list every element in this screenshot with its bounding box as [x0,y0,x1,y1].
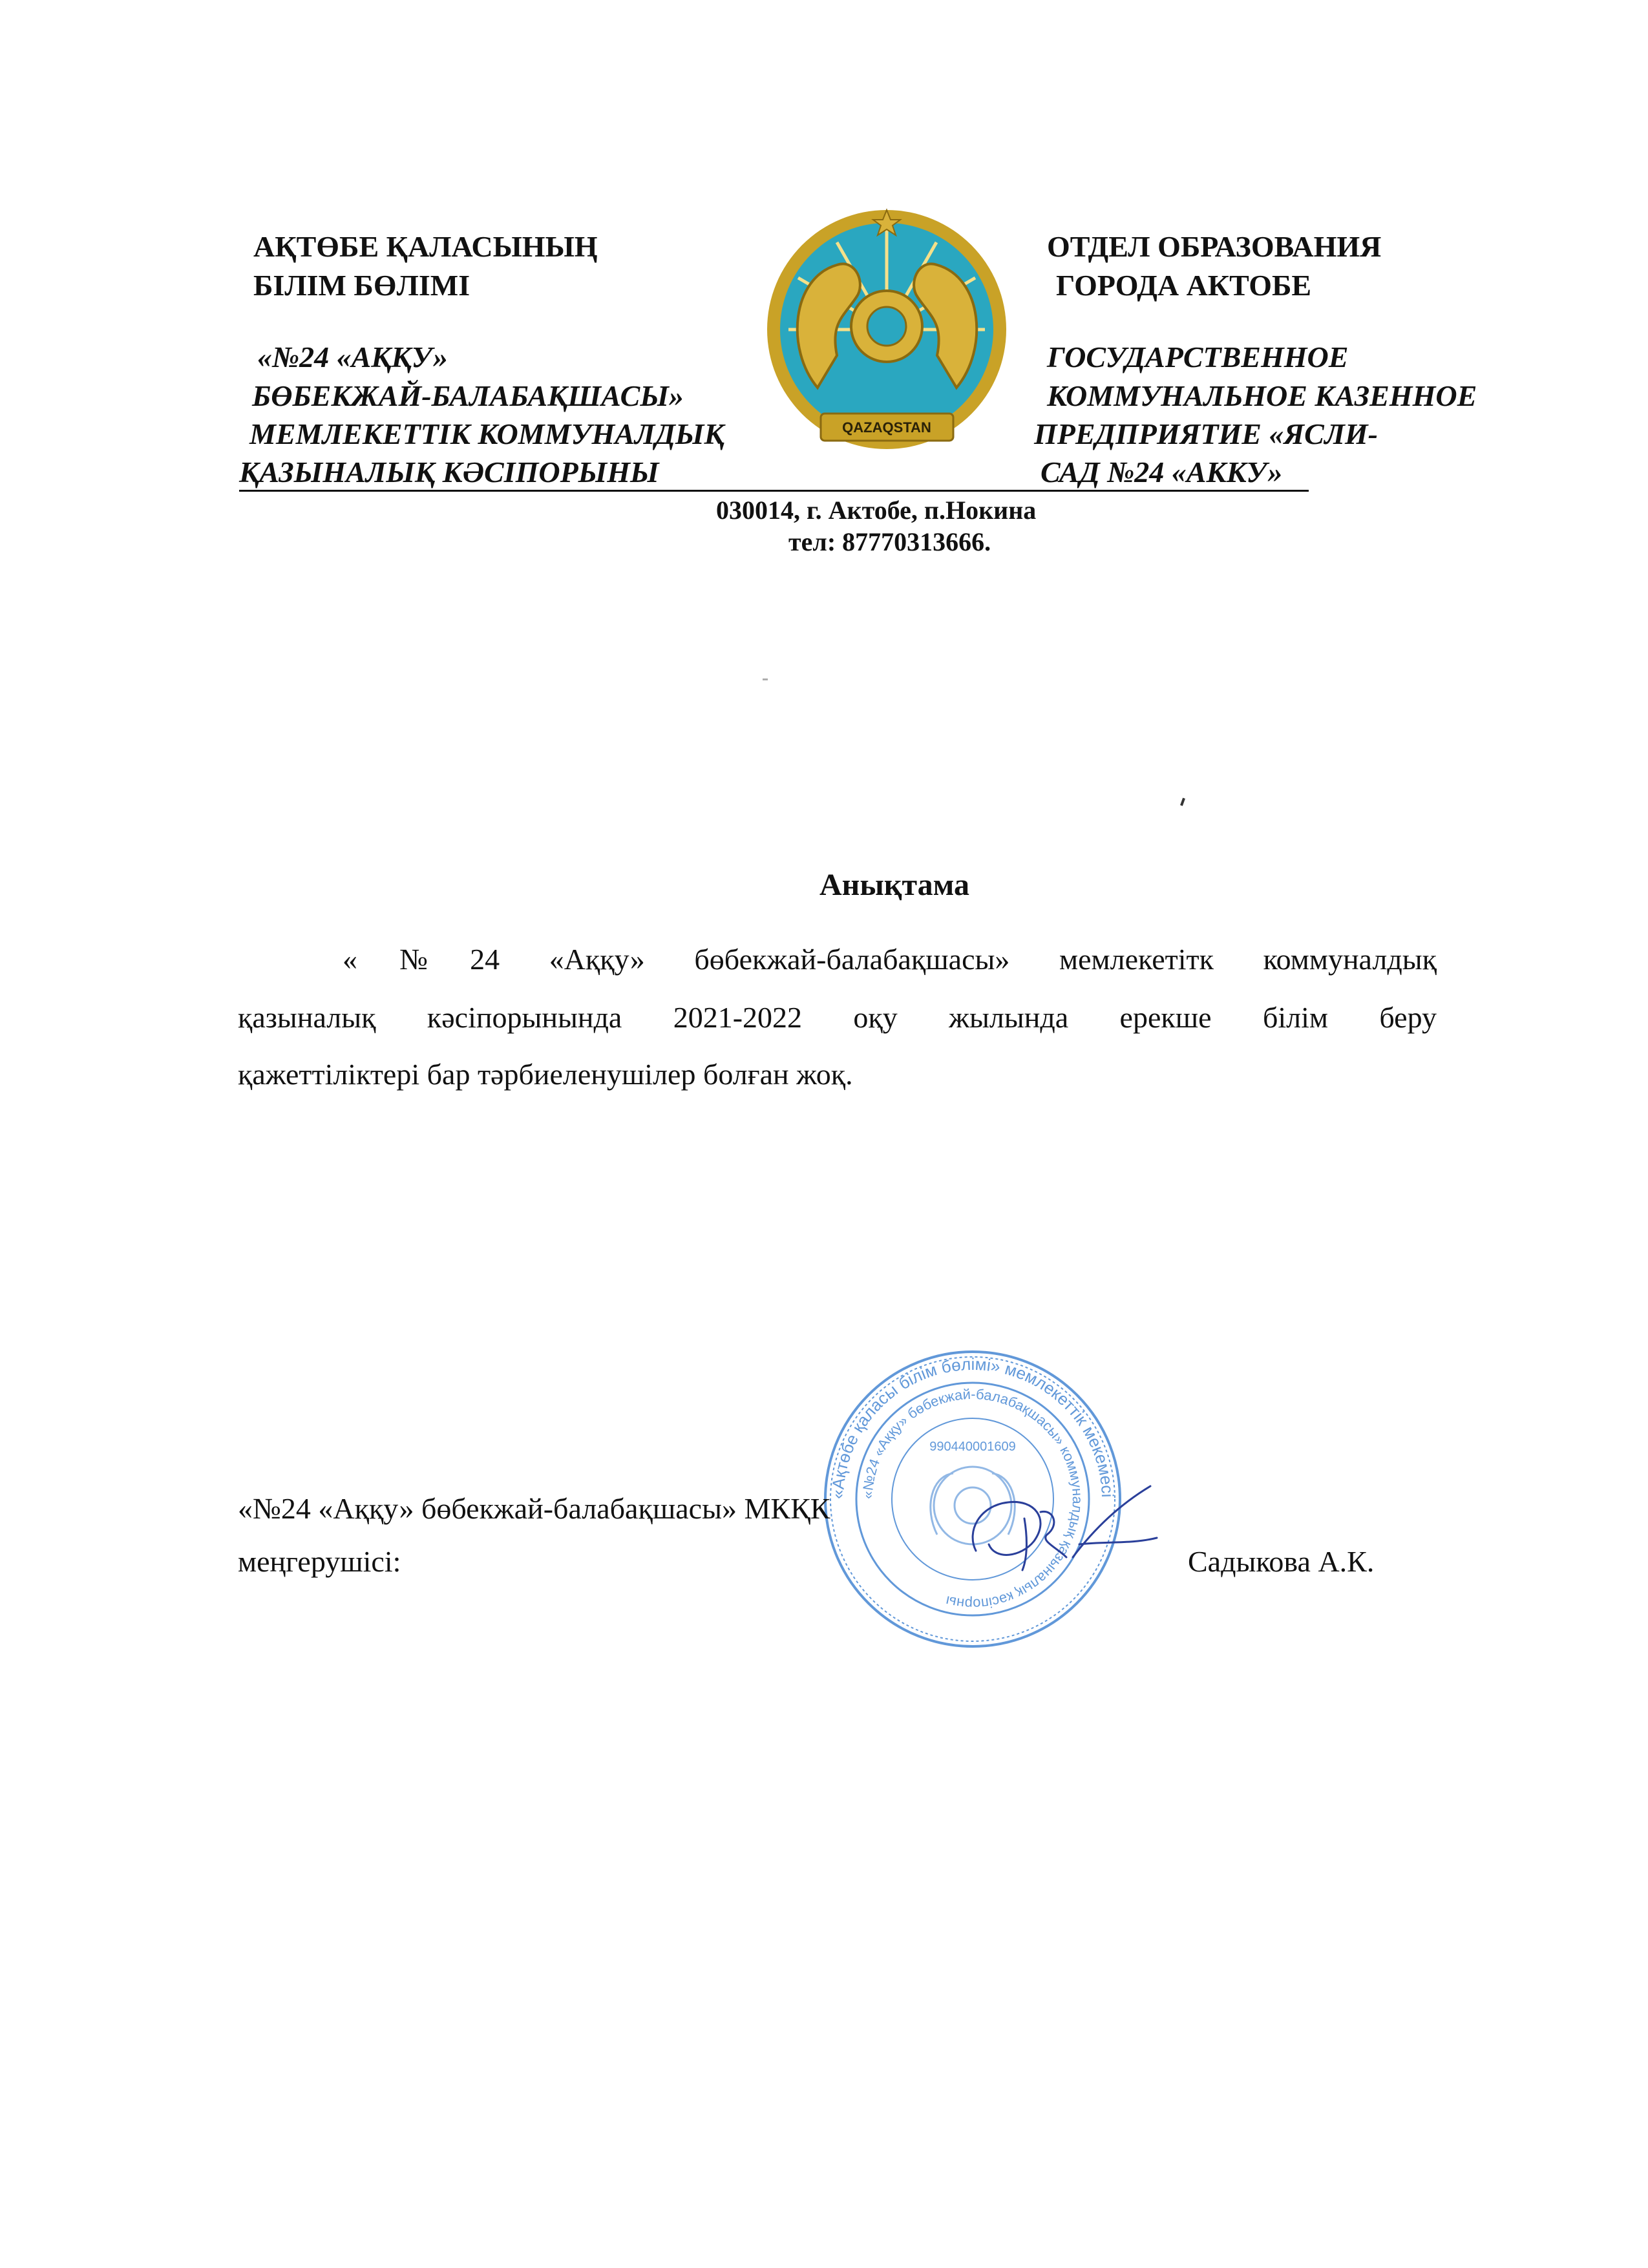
dept-name-ru-line2: ГОРОДА АКТОБЕ [1056,269,1312,302]
dept-name-kz-line2: БІЛІМ БӨЛІМІ [253,269,470,302]
org-name-kz-line1: «№24 «АҚҚУ» [257,341,448,373]
dept-name-kz-line1: АҚТӨБЕ ҚАЛАСЫНЫҢ [253,230,598,263]
scan-speck [763,678,768,680]
state-emblem-icon [759,194,1015,468]
body-line-3: қажеттіліктері бар тәрбиеленушілер болған жоқ. [238,1058,853,1091]
signatory-organization: «№24 «Аққу» бөбекжай-балабақшасы» МКҚК [238,1492,830,1525]
signatory-name: Садыкова А.К. [1188,1545,1375,1578]
handwritten-signature [963,1480,1170,1583]
emblem-label: QAZAQSTAN [842,419,931,436]
stamp-outer-text: «Ақтөбе қаласы білім бөлімі» мемлекеттік мекемесі [827,1354,1117,1500]
org-name-kz-line4: ҚАЗЫНАЛЫҚ КӘСІПОРЫНЫ [239,456,659,488]
document-title: Анықтама [819,868,969,902]
address-line: 030014, г. Актобе, п.Нокина [716,496,1037,525]
stamp-bin: 990440001609 [929,1440,1016,1454]
signatory-position: меңгерушісі: [238,1545,401,1578]
header-divider [239,490,1309,492]
org-name-ru-line2: КОММУНАЛЬНОЕ КАЗЕННОЕ [1047,379,1477,412]
stamp-inner-text: «№24 «Аққу» бөбекжай-балабақшасы» коммуналдық қазыналық кәсіпорны [859,1385,1086,1613]
phone-line: тел: 87770313666. [788,527,991,556]
org-name-kz-line2: БӨБЕКЖАЙ-БАЛАБАҚШАСЫ» [252,379,684,412]
org-name-ru-line3: ПРЕДПРИЯТИЕ «ЯСЛИ- [1034,417,1378,450]
scan-speck [1180,798,1185,806]
body-line-1: «№24 «Аққу» бөбекжай-балабақшасы» мемлекетітк коммуналдық [343,943,1437,976]
org-name-ru-line4: САД №24 «АККУ» [1041,456,1283,488]
org-name-ru-line1: ГОСУДАРСТВЕННОЕ [1047,341,1349,373]
org-name-kz-line3: МЕМЛЕКЕТТІК КОММУНАЛДЫҚ [249,417,724,450]
body-line-2: қазыналық кәсіпорынында 2021-2022 оқу жылында ерекше білім беру [238,1001,1437,1034]
dept-name-ru-line1: ОТДЕЛ ОБРАЗОВАНИЯ [1047,230,1382,263]
